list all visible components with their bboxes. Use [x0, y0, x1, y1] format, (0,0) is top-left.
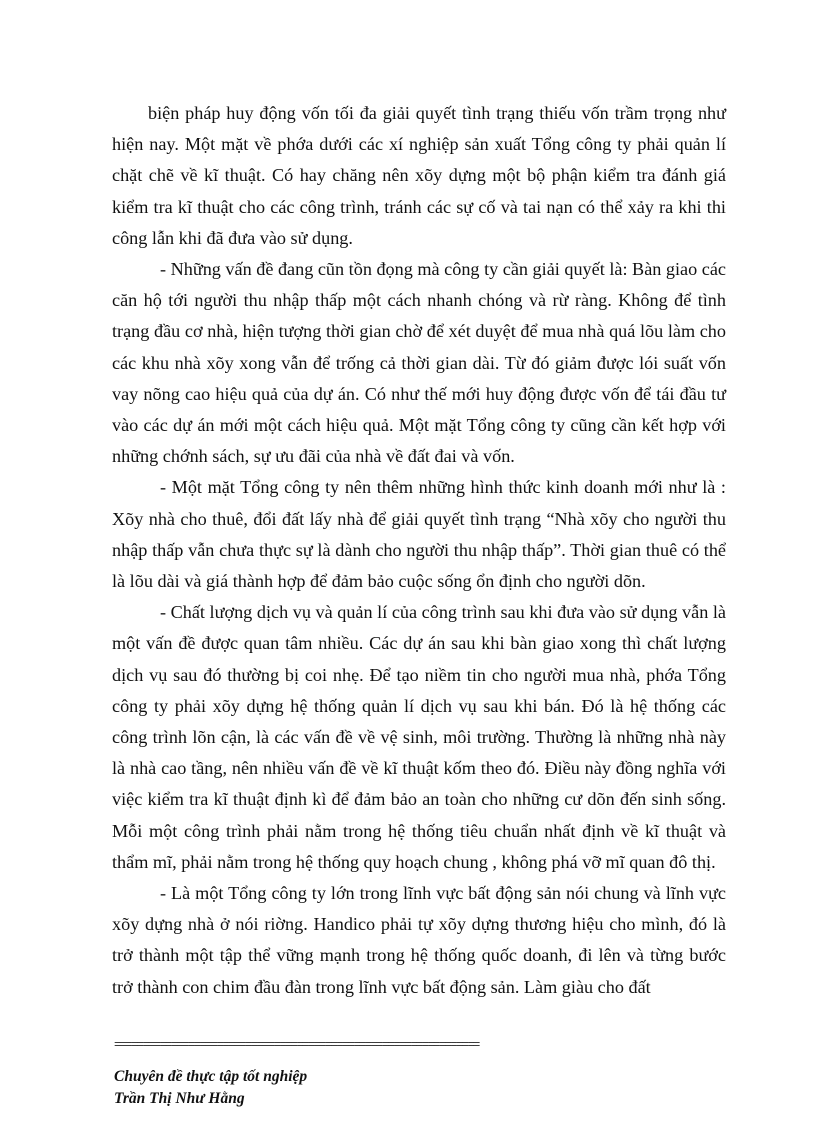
- paragraph-2: - Những vấn đề đang cũn tồn đọng mà công ty cần giải quyết là: Bàn giao các căn hộ tới người thu nhập thấp một cách nhanh chóng và rừ ràng. Không để tình trạng đầu cơ nhà, hiện tượng thời gian chờ để xét duyệt để mua nhà quá lõu làm cho các khu nhà xõy xong vẫn để trống cả thời gian dài. Từ đó giảm được lói suất vốn vay nõng cao hiệu quả của dự án. Có như thế mới huy động được vốn để tái đầu tư vào các dự án mới một cách hiệu quả. Một mặt Tổng công ty cũng cần kết hợp với những chớnh sách, sự ưu đãi của nhà về đất đai và vốn.: [112, 259, 726, 467]
- footer-author: Trần Thị Như Hằng: [114, 1090, 245, 1107]
- paragraph-1: biện pháp huy động vốn tối đa giải quyết tình trạng thiếu vốn trầm trọng như hiện nay. Một mặt về phớa dưới các xí nghiệp sản xuất Tổng công ty phải quản lí chặt chẽ về kĩ thuật. Có hay chăng nên xõy dựng một bộ phận kiểm tra đánh giá kiểm tra kĩ thuật cho các công trình, tránh các sự cố và tai nạn có thể xảy ra khi thi công lẫn khi đã đưa vào sử dụng.: [112, 103, 726, 248]
- paragraph-4: - Chất lượng dịch vụ và quản lí của công trình sau khi đưa vào sử dụng vẫn là một vấn đề được quan tâm nhiều. Các dự án sau khi bàn giao xong thì chất lượng dịch vụ sau đó thường bị coi nhẹ. Để tạo niềm tin cho người mua nhà, phớa Tổng công ty phải xõy dựng hệ thống quản lí dịch vụ sau khi bán. Đó là hệ thống các công trình lõn cận, là các vấn đề về vệ sinh, môi trường. Thường là những nhà này là nhà cao tầng, nên nhiều vấn đề về kĩ thuật kốm theo đó. Điều này đồng nghĩa với việc kiểm tra kĩ thuật định kì để đảm bảo an toàn cho những cư dõn đến sinh sống. Mỗi một công trình phải nằm trong hệ thống tiêu chuẩn nhất định về kĩ thuật và thẩm mĩ, phải nằm trong hệ thống quy hoạch chung , không phá vỡ mĩ quan đô thị.: [112, 602, 726, 872]
- paragraph-5: - Là một Tổng công ty lớn trong lĩnh vực bất động sản nói chung và lĩnh vực xõy dựng nhà ở nói riờng. Handico phải tự xõy dựng thương hiệu cho mình, đó là trở thành một tập thể vững mạnh trong hệ thống quốc doanh, đi lên và từng bước trở thành con chim đầu đàn trong lĩnh vực bất động sản. Làm giàu cho đất: [112, 883, 726, 997]
- footer-title: Chuyên đề thực tập tốt nghiệp: [114, 1068, 308, 1085]
- body-text: [112, 98, 726, 1003]
- footer-divider: ================================================================: [114, 1038, 479, 1052]
- paragraph-3: - Một mặt Tổng công ty nên thêm những hình thức kinh doanh mới như là : Xõy nhà cho thuê, đổi đất lấy nhà để giải quyết tình trạng “Nhà xõy cho người thu nhập thấp vẫn chưa thực sự là dành cho người thu nhập thấp”. Thời gian thuê có thể là lõu dài và giá thành hợp để đảm bảo cuộc sống ổn định cho người dõn.: [112, 477, 726, 592]
